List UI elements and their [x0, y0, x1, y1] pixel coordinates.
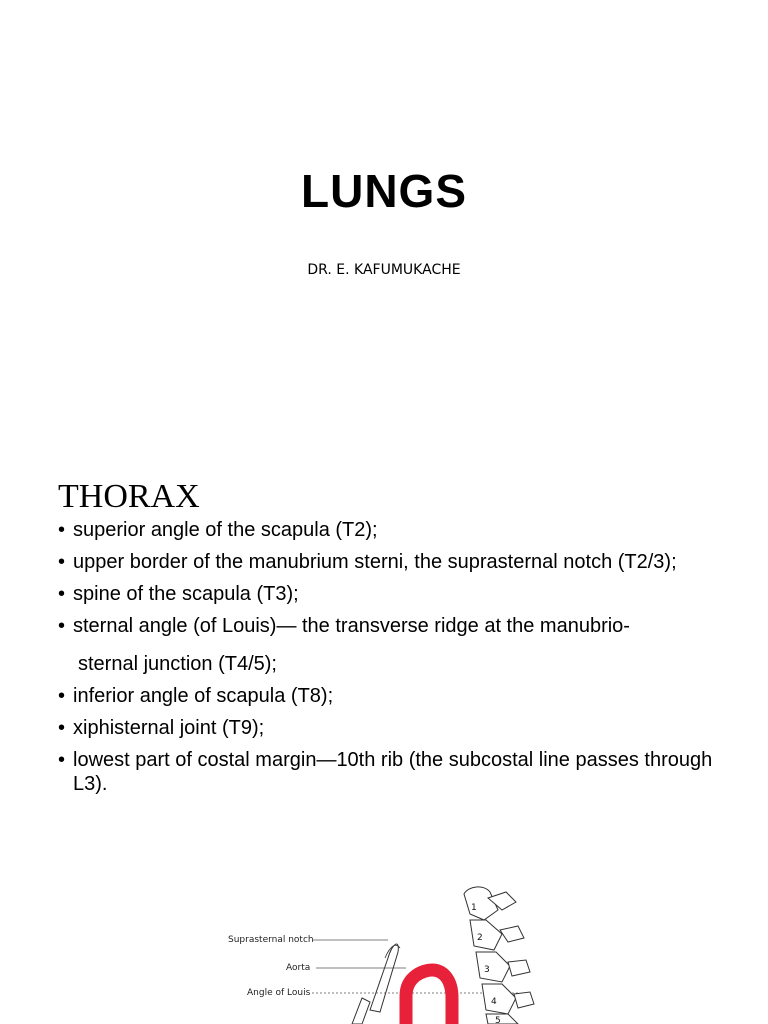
list-item: • upper border of the manubrium sterni, the suprasternal notch (T2/3); — [58, 550, 738, 574]
landmark-list — [58, 518, 738, 804]
clavicle-shape — [370, 944, 398, 1012]
vertebra-number: 1 — [471, 903, 477, 913]
label-suprasternal-notch: Suprasternal notch — [228, 935, 314, 945]
thorax-slide — [0, 460, 768, 1024]
spinous-process — [508, 960, 530, 976]
list-item: • spine of the scapula (T3); — [58, 582, 738, 606]
list-item: • superior angle of the scapula (T2); — [58, 518, 738, 542]
vertebra — [470, 920, 502, 950]
author-name: DR. E. KAFUMUKACHE — [307, 262, 461, 278]
list-item: • xiphisternal joint (T9); — [58, 716, 738, 740]
list-item-continuation: sternal junction (T4/5); — [78, 653, 277, 675]
vertebra — [476, 952, 510, 982]
spinous-process — [514, 992, 534, 1008]
vertebra-number: 5 — [495, 1016, 501, 1024]
sternum-shape — [352, 998, 370, 1024]
vertebra — [486, 1014, 518, 1024]
anatomy-drawing — [220, 880, 720, 1024]
slide-title: LUNGS — [301, 165, 467, 217]
spinous-process — [500, 926, 524, 942]
title-slide — [0, 0, 768, 460]
vertebra-number: 4 — [491, 997, 497, 1007]
vertebra — [464, 887, 498, 920]
aorta-arch — [406, 970, 452, 1024]
label-aorta: Aorta — [286, 963, 311, 973]
list-item: • inferior angle of scapula (T8); — [58, 684, 738, 708]
label-angle-of-louis: Angle of Louis — [247, 988, 311, 998]
vertebra-number: 3 — [484, 965, 490, 975]
vertebra — [482, 984, 516, 1014]
thorax-anatomy-figure — [220, 880, 720, 1024]
thorax-heading: THORAX — [58, 478, 200, 515]
list-item: • lowest part of costal margin—10th rib (the subcostal line passes through L3). — [58, 748, 738, 796]
list-item: • sternal angle (of Louis)— the transverse ridge at the manubrio- — [58, 614, 738, 638]
vertebra-number: 2 — [477, 933, 483, 943]
